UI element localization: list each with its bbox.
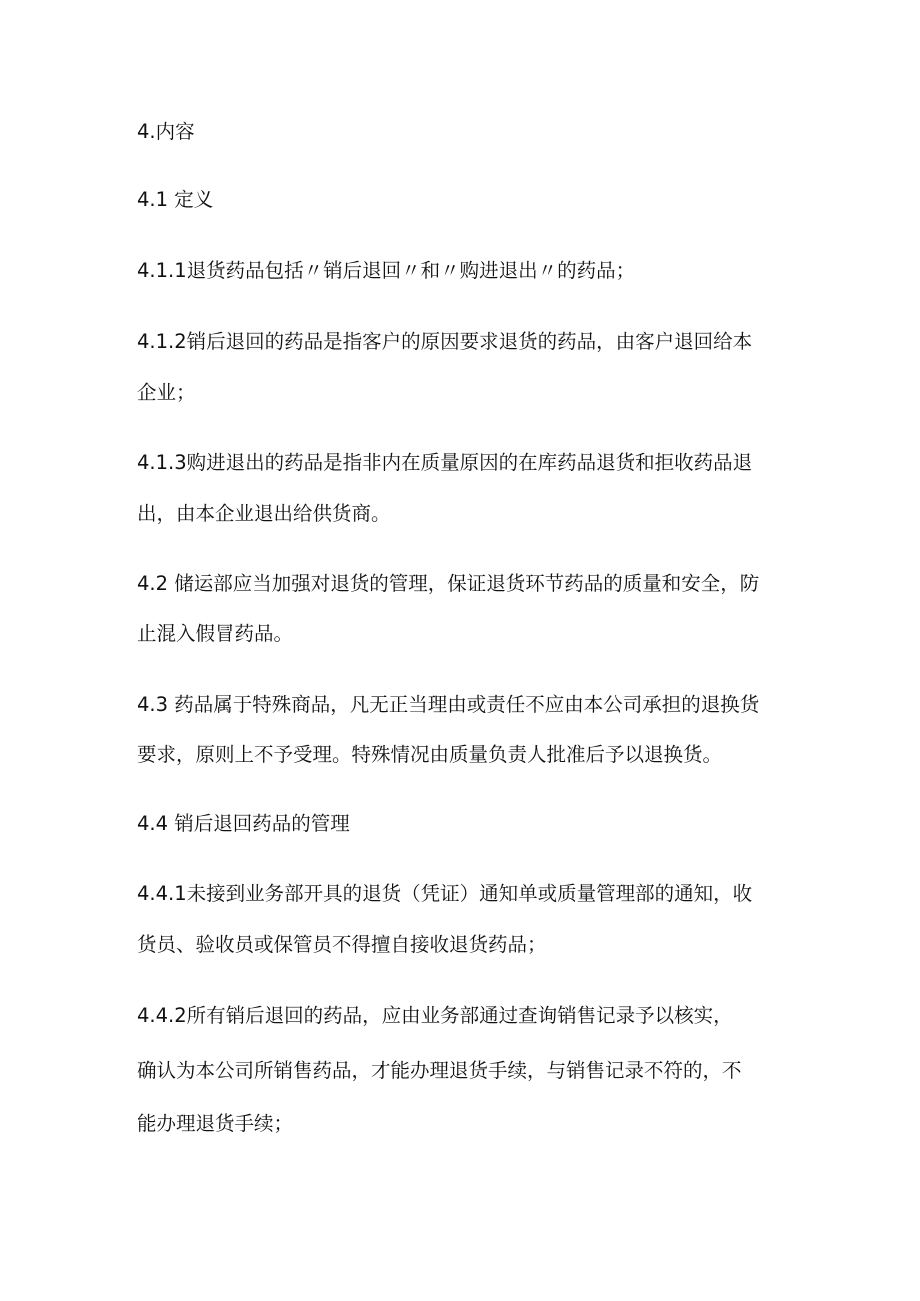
clause-4-4-1-line-1: 4.4.1未接到业务部开具的退货（凭证）通知单或质量管理部的通知，收 [137, 882, 753, 905]
clause-4-1-3-line-1: 4.1.3购进退出的药品是指非内在质量原因的在库药品退货和拒收药品退 [137, 451, 753, 474]
section-heading-4: 4.内容 [137, 120, 195, 143]
section-heading-4-1: 4.1 定义 [137, 188, 214, 211]
clause-4-3-line-1: 4.3 药品属于特殊商品，凡无正当理由或责任不应由本公司承担的退换货 [137, 693, 760, 716]
clause-4-4-2-line-2: 确认为本公司所销售药品，才能办理退货手续，与销售记录不符的，不 [137, 1059, 742, 1082]
clause-4-4-2-line-1: 4.4.2所有销后退回的药品，应由业务部通过查询销售记录予以核实， [137, 1004, 733, 1027]
clause-4-4-2-line-3: 能办理退货手续； [137, 1112, 294, 1135]
clause-4-1-1: 4.1.1退货药品包括〃销后退回〃和〃购进退出〃的药品； [137, 259, 636, 282]
clause-4-3-line-2: 要求，原则上不予受理。特殊情况由质量负责人批准后予以退换货。 [137, 743, 723, 766]
clause-4-1-3-line-2: 出，由本企业退出给供货商。 [137, 502, 391, 525]
section-heading-4-4: 4.4 销后退回药品的管理 [137, 812, 350, 835]
clause-4-2-line-2: 止混入假冒药品。 [137, 622, 294, 645]
clause-4-2-line-1: 4.2 储运部应当加强对退货的管理，保证退货环节药品的质量和安全，防 [137, 572, 760, 595]
clause-4-1-2-line-2: 企业； [137, 381, 196, 404]
clause-4-4-1-line-2: 货员、验收员或保管员不得擅自接收退货药品； [137, 933, 547, 956]
clause-4-1-2-line-1: 4.1.2销后退回的药品是指客户的原因要求退货的药品，由客户退回给本 [137, 330, 753, 353]
